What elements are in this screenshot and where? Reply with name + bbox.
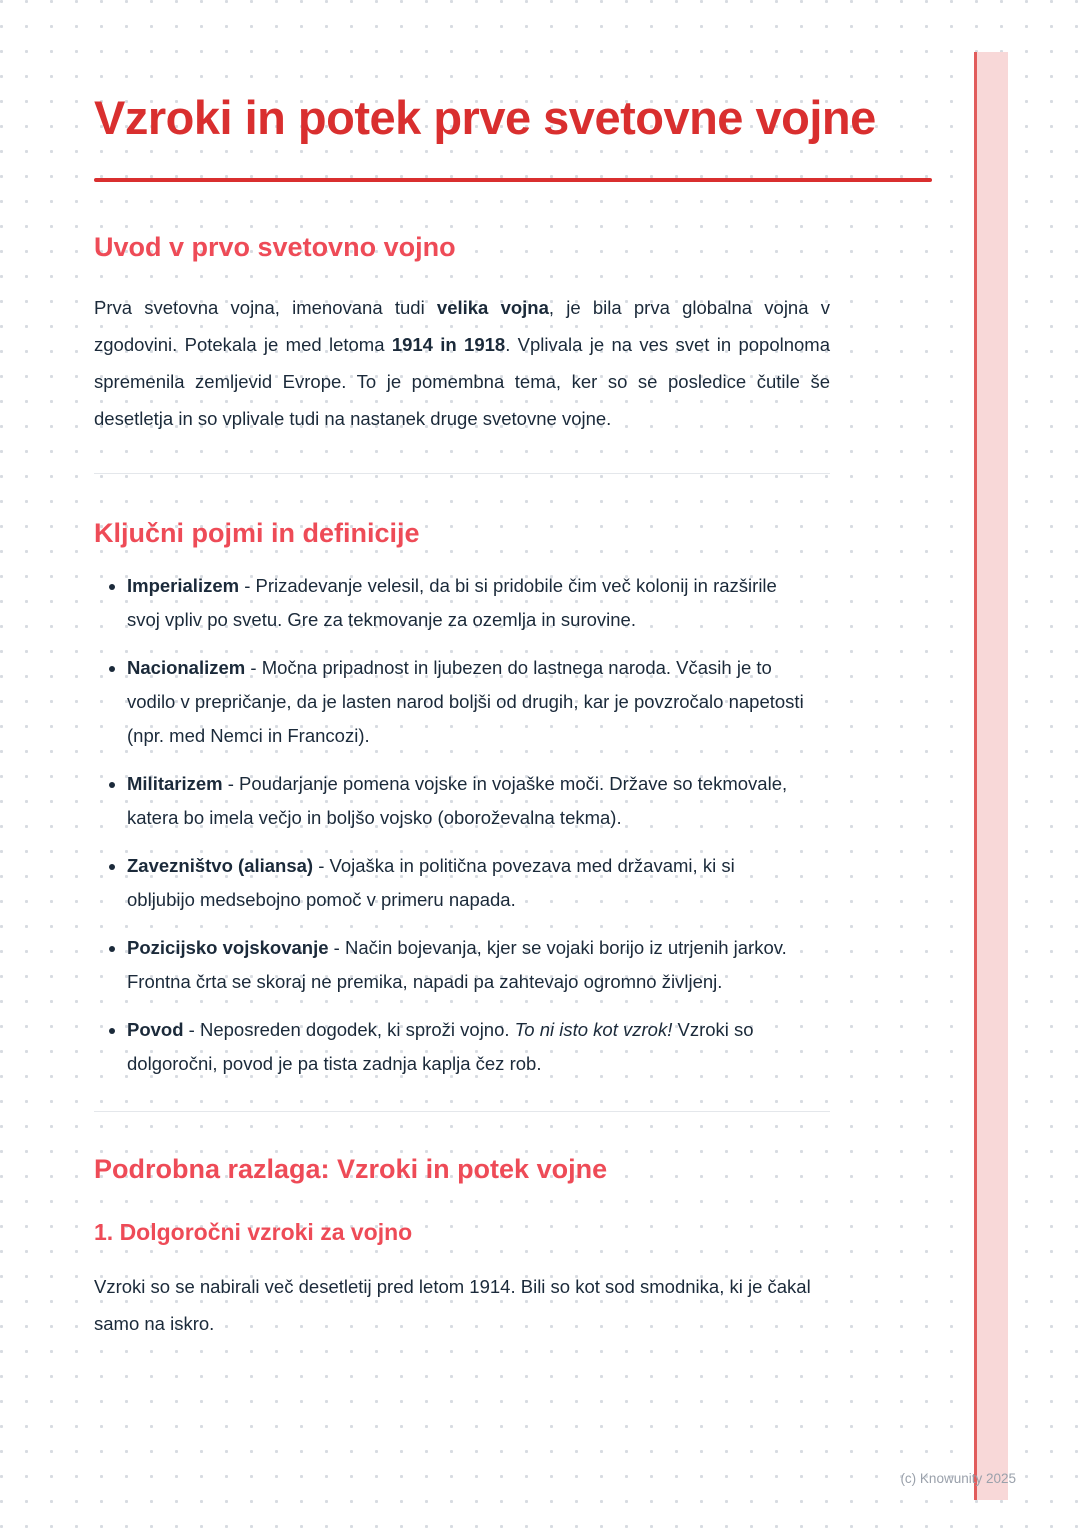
intro-paragraph: Prva svetovna vojna, imenovana tudi velika vojna, je bila prva globalna vojna v zgodovini. Potekala je med letoma 1914 in 1918. Vplivala je na ves svet in popolnoma spremenila zemljevid Evrope. To je pomembna tema, ker so se posledice čutile še desetletja in so vplivale tudi na nastanek druge svetovne vojne. xyxy=(94,297,830,430)
page-title: Vzroki in potek prve svetovne vojne xyxy=(94,91,876,144)
terms-list xyxy=(94,569,806,1081)
title-rule xyxy=(94,178,932,182)
term-item-nacionalizem: • Nacionalizem - Močna pripadnost in ljubezen do lastnega naroda. Včasih je to vodilo v prepričanje, da je lasten narod boljši od drugih, kar je povzročalo napetosti (npr. med Nemci in Francozi). xyxy=(127,651,806,753)
term-item-povod: • Povod - Neposreden dogodek, ki sproži vojno. To ni isto kot vzrok! Vzroki so dolgoročni, povod je pa tista zadnja kaplja čez rob. xyxy=(127,1013,806,1081)
footer-credit: (c) Knowunity 2025 xyxy=(900,1471,1016,1486)
detail-paragraph: Vzroki so se nabirali več desetletij pred letom 1914. Bili so kot sod smodnika, ki je čakal samo na iskro. xyxy=(94,1276,811,1335)
section-divider xyxy=(94,1111,830,1112)
subsection-heading-long-term-causes: 1. Dolgoročni vzroki za vojno xyxy=(94,1219,413,1246)
section-divider xyxy=(94,473,830,474)
notebook-margin-band xyxy=(977,52,1008,1500)
document-content xyxy=(94,90,932,1342)
term-item-imperializem: • Imperializem - Prizadevanje velesil, da bi si pridobile čim več kolonij in razširile svoj vpliv po svetu. Gre za tekmovanje za ozemlja in surovine. xyxy=(127,569,806,637)
term-item-pozicijsko-vojskovanje: • Pozicijsko vojskovanje - Način bojevanja, kjer se vojaki borijo iz utrjenih jarkov. Frontna črta se skoraj ne premika, napadi pa zahtevajo ogromno življenj. xyxy=(127,931,806,999)
section-heading-detail: Podrobna razlaga: Vzroki in potek vojne xyxy=(94,1154,608,1185)
section-heading-terms: Ključni pojmi in definicije xyxy=(94,518,420,549)
term-item-zavezniztvo: • Zavezništvo (aliansa) - Vojaška in politična povezava med državami, ki si obljubijo medsebojno pomoč v primeru napada. xyxy=(127,849,806,917)
term-item-militarizem: • Militarizem - Poudarjanje pomena vojske in vojaške moči. Države so tekmovale, katera bo imela večjo in boljšo vojsko (oboroževalna tekma). xyxy=(127,767,806,835)
section-heading-intro: Uvod v prvo svetovno vojno xyxy=(94,232,456,263)
